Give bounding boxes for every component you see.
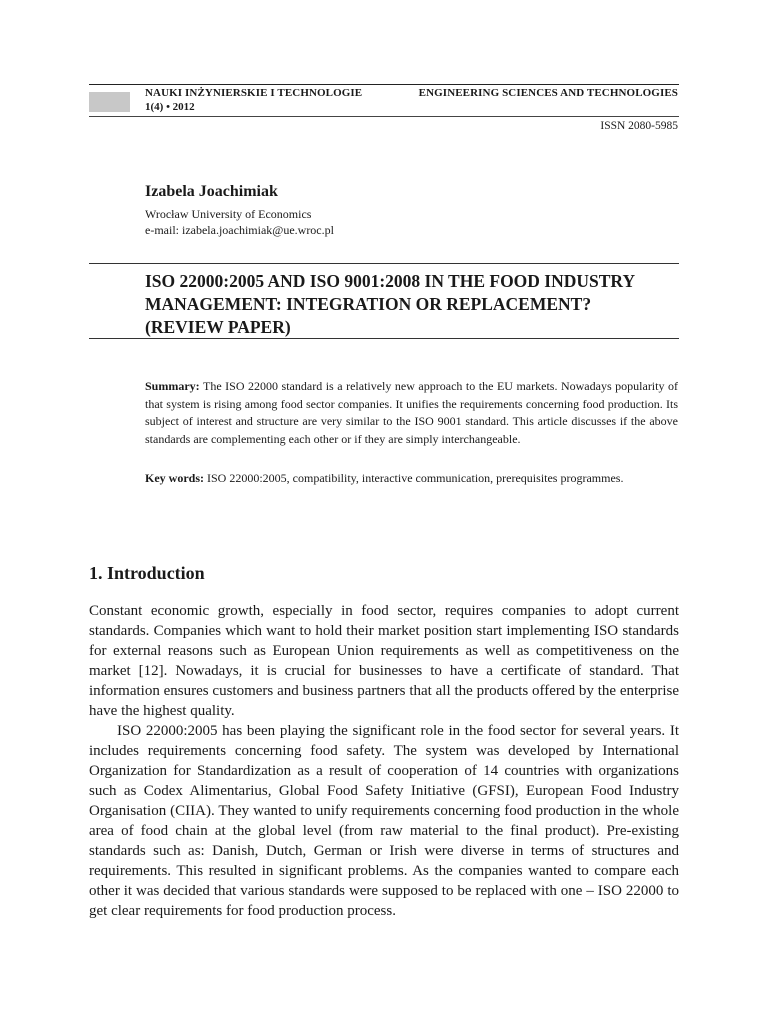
keywords-label: Key words: — [145, 471, 204, 485]
journal-issue: 1(4) • 2012 — [145, 101, 195, 113]
keywords-text: ISO 22000:2005, compatibility, interactive communication, prerequisites programmes. — [207, 471, 624, 485]
author-affiliation: Wrocław University of Economics — [145, 207, 312, 221]
keywords — [145, 470, 678, 488]
author-name: Izabela Joachimiak — [145, 183, 278, 200]
paper-title: ISO 22000:2005 AND ISO 9001:2008 IN THE FOOD INDUSTRY MANAGEMENT: INTEGRATION OR REPLACEMENT? (REVIEW PAPER) — [145, 271, 635, 337]
header-top-rule — [89, 84, 679, 85]
section-body — [89, 601, 679, 921]
summary — [145, 378, 678, 449]
header-bottom-rule — [89, 116, 679, 117]
issn: ISSN 2080-5985 — [600, 120, 678, 132]
author-email: e-mail: izabela.joachimiak@ue.wroc.pl — [145, 223, 334, 237]
author-affiliation-block — [145, 206, 334, 238]
summary-label: Summary: — [145, 379, 200, 393]
journal-marker-box — [89, 92, 130, 112]
journal-name-polish: NAUKI INŻYNIERSKIE I TECHNOLOGIE — [145, 87, 363, 99]
title-top-rule — [89, 263, 679, 264]
journal-name-english: ENGINEERING SCIENCES AND TECHNOLOGIES — [418, 87, 678, 99]
summary-text: The ISO 22000 standard is a relatively new approach to the EU markets. Nowadays popularity of that system is rising among food sector companies. It unifies the requirements concerning food production. Its subject of interest and structure are very similar to the ISO 9001 standard. This article discusses if the above standards are complementing each other or if they are simply interchangeable. — [145, 379, 678, 447]
title-bottom-rule — [89, 338, 679, 339]
section-heading: 1. Introduction — [89, 563, 205, 583]
body-paragraph: Constant economic growth, especially in food sector, requires companies to adopt current standards. Companies which want to hold their market position start implementing ISO standards for external reasons such as European Union requirements as well as competitiveness on the market [12]. Nowadays, it is crucial for businesses to have a certificate of standard. That information ensures customers and business partners that all the products offered by the enterprise have the highest quality. — [89, 603, 679, 719]
body-paragraph: ISO 22000:2005 has been playing the significant role in the food sector for several years. It includes requirements concerning food safety. The system was developed by International Organization for Standardization as a result of cooperation of 14 countries with organizations such as Codex Alimentarius, Global Food Safety Initiative (GFSI), European Food Industry Organisation (CIIA). They wanted to unify requirements concerning food production in the whole area of food chain at the global level (from raw material to the final product). Pre-existing standards such as: Danish, Dutch, German or Irish were diverse in terms of structures and requirements. This resulted in significant problems. As the companies wanted to compare each other it was decided that various standards were supposed to be replaced with one – ISO 22000 to get clear requirements for food production process. — [89, 723, 679, 919]
